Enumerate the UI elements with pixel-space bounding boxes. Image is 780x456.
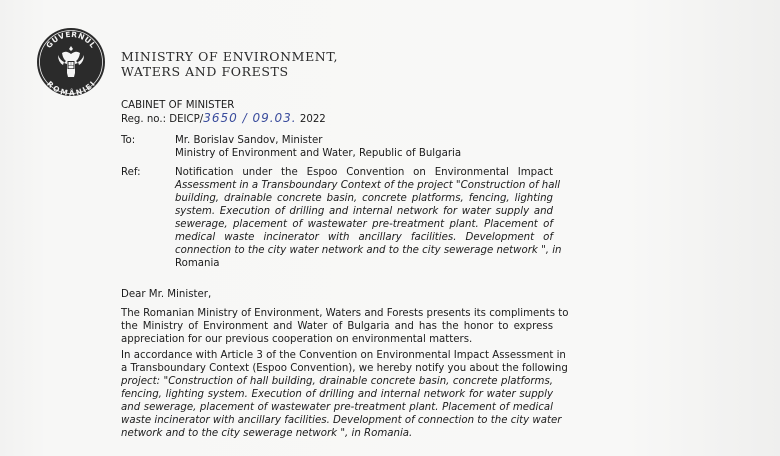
reg-prefix: Reg. no.: DEICP/ — [121, 114, 204, 125]
reference-text — [175, 166, 562, 270]
to-label: To: — [121, 135, 136, 146]
recipient-ministry: Ministry of Environment and Water, Republic of Bulgaria — [175, 148, 462, 159]
paragraph-line: a Transboundary Context (Espoo Convention), we hereby notify you about the following — [121, 363, 568, 374]
paragraph-line: In accordance with Article 3 of the Convention on Environmental Impact Assessment in — [121, 350, 566, 361]
ref-line: sewerage, placement of wastewater pre-treatment plant. Placement of — [175, 219, 553, 230]
ref-line: medical waste incinerator with ancillary facilities. Development of — [175, 232, 553, 243]
ref-line: Notification under the Espoo Convention on Environmental Impact — [175, 167, 553, 178]
ref-line: Romania — [175, 258, 220, 269]
paragraph-line: network and to the city sewerage network ", in Romania. — [121, 428, 413, 439]
reg-separator: / — [237, 111, 253, 125]
ministry-line-1: MINISTRY OF ENVIRONMENT, — [121, 49, 339, 64]
paragraph-1 — [121, 307, 569, 346]
paragraph-line: The Romanian Ministry of Environment, Waters and Forests presents its compliments to — [121, 308, 569, 319]
ref-line: Assessment in a Transboundary Context of the project "Construction of hall — [175, 180, 561, 191]
ministry-name — [121, 49, 338, 79]
salutation: Dear Mr. Minister, — [121, 289, 212, 300]
reg-year: 2022 — [296, 114, 326, 125]
ref-line: connection to the city water network and to the city sewerage network ", in — [175, 245, 562, 256]
government-seal-emblem — [36, 27, 106, 97]
paragraph-line: and sewerage, placement of wastewater pre-treatment plant. Placement of medical — [121, 402, 553, 413]
paragraph-line: the Ministry of Environment and Water of Bulgaria and has the honor to express — [121, 321, 553, 332]
ref-line: building, drainable concrete basin, concrete platforms, fencing, lighting — [175, 193, 553, 204]
seal-text-bottom: ROMÂNIEI — [45, 79, 98, 97]
seal-text-top: GUVERNUL — [44, 29, 98, 50]
recipient — [175, 134, 461, 160]
registration-number — [121, 112, 326, 126]
paragraph-line: fencing, lighting system. Execution of drilling and internal network for water supply — [121, 389, 553, 400]
paragraph-2 — [121, 349, 568, 440]
paragraph-line: project: "Construction of hall building, drainable concrete basin, concrete platforms, — [121, 376, 553, 387]
cabinet-of-minister: CABINET OF MINISTER — [121, 100, 235, 111]
recipient-name: Mr. Borislav Sandov, Minister — [175, 135, 323, 146]
ref-label: Ref: — [121, 167, 141, 178]
ministry-line-2: WATERS AND FORESTS — [121, 64, 289, 79]
ref-line: system. Execution of drilling and internal network for water supply and — [175, 206, 553, 217]
paragraph-line: waste incinerator with ancillary facilities. Development of connection to the city water — [121, 415, 562, 426]
reg-number-handwritten: 3650 — [203, 111, 238, 125]
paragraph-line: appreciation for our previous cooperation on environmental matters. — [121, 334, 473, 345]
reg-date-handwritten: 09.03. — [252, 111, 297, 125]
